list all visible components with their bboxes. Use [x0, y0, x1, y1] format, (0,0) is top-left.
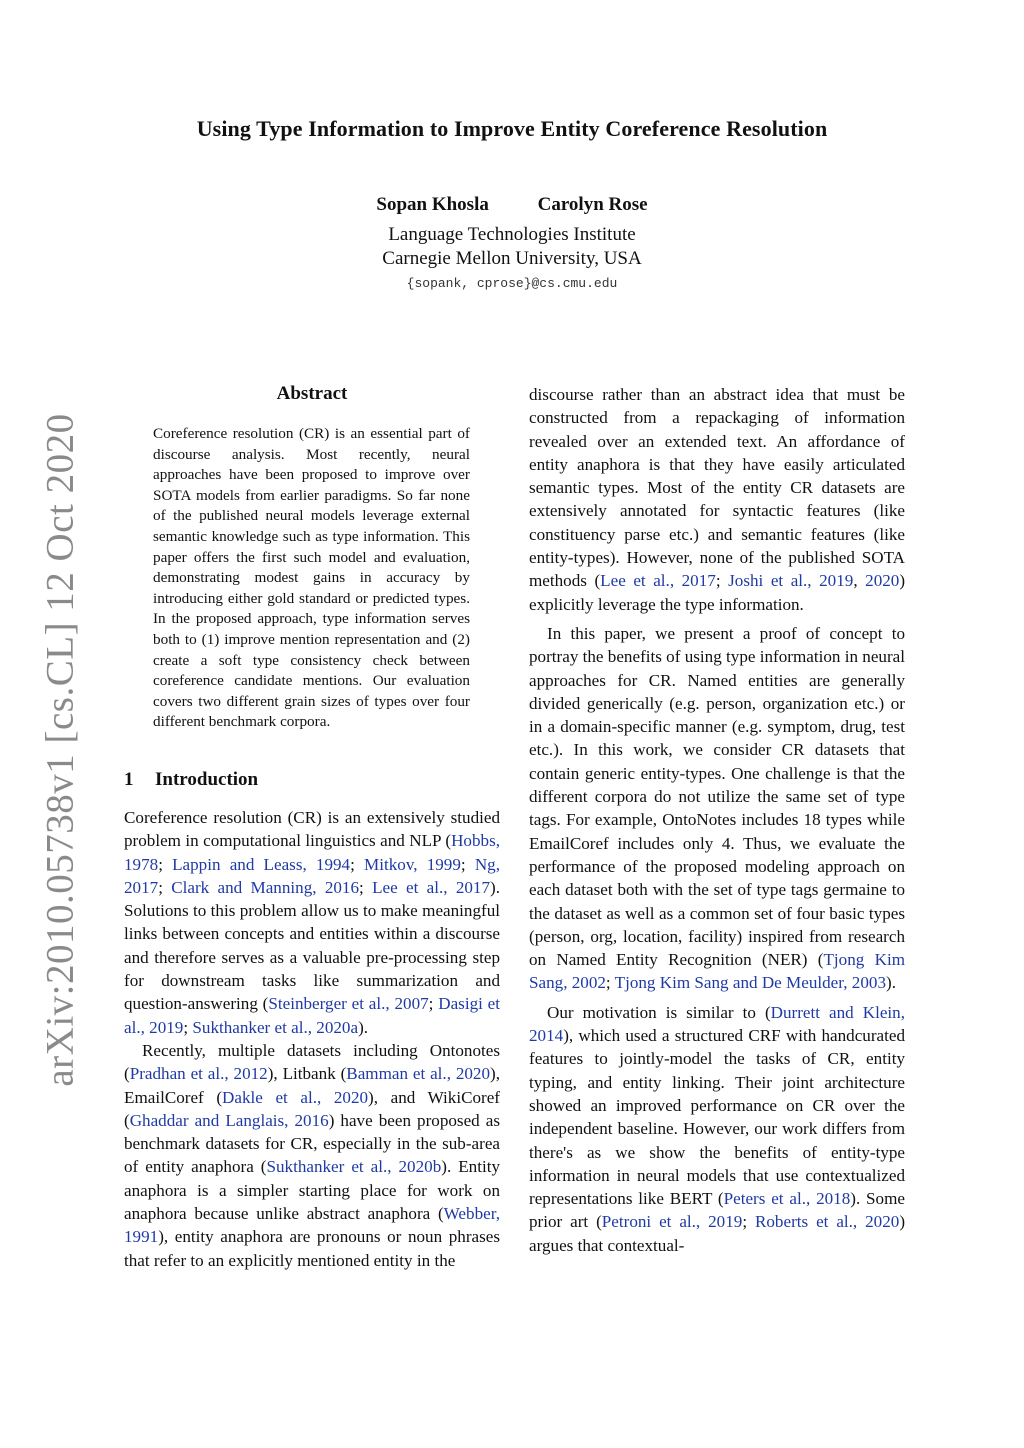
body-text: ), entity anaphora are pronouns or noun phrases that refer to an explicitly mentioned entity in the	[124, 1227, 500, 1270]
body-text: In this paper, we present a proof of concept to portray the benefits of using type information in neural approaches for CR. Named entities are generally divided generically (e.g. person, organization etc.) or in a domain-specific manner (e.g. symptom, drug, test etc.). In this work, we consider CR datasets that contain generic entity-types. One challenge is that the different corpora do not utilize the same set of type tags. For example, OntoNotes includes 18 types while EmailCoref includes only 4. Thus, we evaluate the performance of the proposed modeling approach on each dataset both with the set of type tags germaine to the dataset as well as a common set of four basic types (person, org, location, facility) inspired from research on Named Entity Recognition (NER) (	[529, 623, 905, 970]
citation-link[interactable]: Dasigi et al., 2019	[124, 994, 500, 1037]
citation-link[interactable]: Bamman et al., 2020	[346, 1064, 491, 1084]
body-text: ), EmailCoref (	[124, 1064, 500, 1107]
body-text: ,	[853, 571, 866, 591]
paragraph	[124, 806, 500, 1039]
body-text: ) argues that contextual-	[529, 1212, 906, 1255]
body-text: ). Some prior art (	[529, 1189, 905, 1232]
body-text: ;	[460, 854, 475, 874]
citation-link[interactable]: Clark and Manning, 2016	[171, 877, 360, 897]
body-text: ;	[605, 973, 615, 993]
citation-link[interactable]: Tjong Kim Sang, 2002	[529, 950, 905, 993]
citation-link[interactable]: 2020	[865, 571, 900, 591]
author-email: {sopank, cprose}@cs.cmu.edu	[406, 276, 618, 291]
author-name: Carolyn Rose	[537, 194, 648, 215]
body-text: ;	[158, 877, 172, 897]
paragraph	[529, 622, 905, 995]
body-text: ;	[428, 994, 439, 1014]
citation-link[interactable]: Mitkov, 1999	[364, 854, 461, 874]
body-text: ;	[183, 1017, 193, 1037]
paper-title: Using Type Information to Improve Entity Coreference Resolution	[196, 116, 828, 141]
citation-link[interactable]: Petroni et al., 2019	[601, 1212, 743, 1232]
citation-link[interactable]: Dakle et al., 2020	[222, 1087, 369, 1107]
arxiv-identifier-stamp: arXiv:2010.05738v1 [cs.CL] 12 Oct 2020	[38, 413, 82, 1087]
body-text: discourse rather than an abstract idea that must be constructed from a repackaging of information revealed over an extended text. An affordance of entity anaphora is that they have easily articulated semantic types. Most of the entity CR datasets are extensively annotated for syntactic features (like constituency parse etc.) and semantic features (like entity-types). However, none of the published SOTA methods (	[529, 385, 905, 591]
body-text: ) have been proposed as benchmark datasets for CR, especially in the sub-area of entity anaphora (	[124, 1110, 500, 1177]
citation-link[interactable]: Lee et al., 2017	[372, 877, 491, 897]
citation-link[interactable]: Pradhan et al., 2012	[129, 1064, 268, 1084]
citation-link[interactable]: Joshi et al., 2019	[728, 571, 854, 591]
citation-link[interactable]: Steinberger et al., 2007	[268, 994, 429, 1014]
section-heading-introduction	[124, 769, 258, 791]
citation-link[interactable]: Sukthanker et al., 2020b	[266, 1157, 442, 1177]
body-text: ), and WikiCoref (	[124, 1087, 500, 1130]
body-text: ), which used a structured CRF with handcurated features to jointly-model the tasks of CR, entity typing, and entity linking. Their joint architecture showed an improved performance on CR over the independent baseline. However, our work differs from there's as we show the benefits of entity-type information in neural models that use contextualized representations like BERT (	[529, 1026, 905, 1209]
author-list	[0, 194, 1024, 216]
citation-link[interactable]: Lee et al., 2017	[600, 571, 716, 591]
body-text: ).	[886, 973, 896, 993]
body-text: Our motivation is similar to (	[547, 1002, 771, 1022]
body-text: ) explicitly leverage the type information.	[529, 571, 906, 614]
section-number: 1	[124, 769, 134, 790]
body-text: ;	[742, 1212, 755, 1232]
citation-link[interactable]: Durrett and Klein, 2014	[529, 1002, 906, 1046]
section-title: Introduction	[155, 769, 259, 790]
body-text: Coreference resolution (CR) is an extensively studied problem in computational linguistics and NLP (	[124, 808, 500, 851]
citation-link[interactable]: Webber, 1991	[124, 1204, 500, 1247]
body-text: ;	[158, 854, 173, 874]
abstract-heading: Abstract	[276, 383, 348, 404]
right-column	[529, 383, 905, 1257]
body-text: ).	[358, 1017, 369, 1037]
citation-link[interactable]: Hobbs, 1978	[124, 831, 500, 874]
citation-link[interactable]: Peters et al., 2018	[723, 1189, 851, 1209]
affiliation-line: Carnegie Mellon University, USA	[382, 248, 642, 269]
abstract-text: Coreference resolution (CR) is an essential part of discourse analysis. Most recently, neural approaches have been proposed to improve over SOTA models from earlier paradigms. So far none of the published neural models leverage external semantic knowledge such as type information. This paper offers the first such model and evaluation, demonstrating modest gains in accuracy by introducing either gold standard or predicted types. In the proposed approach, type information serves both to (1) improve mention representation and (2) create a soft type consistency check between coreference candidate mentions. Our evaluation covers two different grain sizes of types over four different benchmark corpora.	[153, 425, 470, 731]
citation-link[interactable]: Ng, 2017	[124, 854, 500, 897]
body-text: ;	[359, 877, 373, 897]
citation-link[interactable]: Tjong Kim Sang and De Meulder, 2003	[614, 973, 886, 993]
left-column	[124, 806, 500, 1272]
body-text: Recently, multiple datasets including Ontonotes (	[124, 1040, 500, 1084]
affiliation	[0, 223, 1024, 271]
paragraph-continued	[529, 383, 905, 616]
citation-link[interactable]: Roberts et al., 2020	[754, 1212, 900, 1232]
citation-link[interactable]: Ghaddar and Langlais, 2016	[129, 1110, 329, 1130]
body-text: ). Entity anaphora is a simpler starting place for work on anaphora because unlike abstract anaphora (	[124, 1157, 500, 1224]
citation-link[interactable]: Sukthanker et al., 2020a	[192, 1017, 359, 1037]
author-name: Sopan Khosla	[376, 194, 489, 215]
body-text: ), Litbank (	[267, 1064, 347, 1084]
body-text: ;	[350, 854, 365, 874]
paragraph	[529, 1001, 905, 1257]
paragraph	[124, 1039, 500, 1272]
body-text: ). Solutions to this problem allow us to make meaningful links between concepts and entities within a discourse and therefore serves as a valuable pre-processing step for downstream tasks like summarization and question-answering (	[124, 877, 500, 1014]
body-text: ;	[715, 571, 729, 591]
affiliation-line: Language Technologies Institute	[388, 224, 636, 245]
citation-link[interactable]: Lappin and Leass, 1994	[172, 854, 351, 874]
